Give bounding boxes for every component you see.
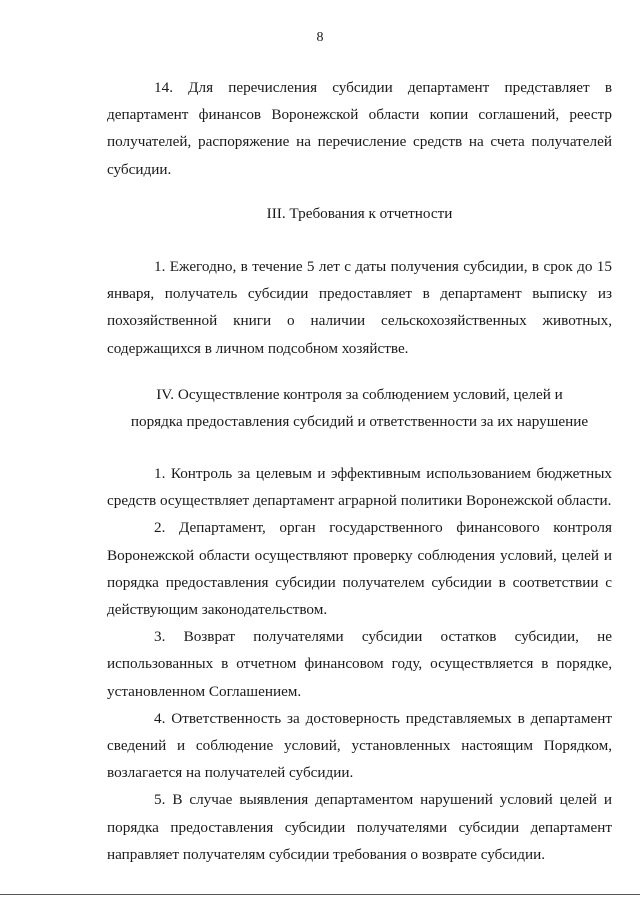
section-top [107, 74, 612, 183]
section-4-paragraph-1: 1. Контроль за целевым и эффективным использованием бюджетных средств осуществляет департамент аграрной политики Воронежской области. [107, 465, 612, 510]
section-4-paragraph-5: 5. В случае выявления департаментом нарушений условий целей и порядка предоставления субсидии получателями субсидии департамент направляет получателям субсидии требования о возврате субсидии. [107, 791, 612, 863]
section-3-heading-block [107, 200, 612, 227]
section-4-paragraph-4: 4. Ответственность за достоверность представляемых в департамент сведений и соблюдение условий, установленных настоящим Порядком, возлагается на получателей субсидии. [107, 709, 612, 782]
section-4-heading-line-1: IV. Осуществление контроля за соблюдением условий, целей и [156, 386, 563, 403]
paragraph-14: 14. Для перечисления субсидии департамент представляет в департамент финансов Воронежской области копии соглашений, реестр получателей, распоряжение на перечисление средств на счета получателей субсидии. [107, 79, 612, 178]
section-4-paragraph-3: 3. Возврат получателями субсидии остатков субсидии, не использованных в отчетном финансовом году, осуществляется в порядке, установленном Соглашением. [107, 628, 612, 700]
section-4-heading-block [107, 381, 612, 435]
page-number: 8 [316, 30, 324, 45]
bottom-rule [0, 894, 640, 895]
section-4-paragraph-2: 2. Департамент, орган государственного финансового контроля Воронежской области осуществляют проверку соблюдения условий, целей и порядка предоставления субсидии получателем субсидии в соответствии с действующим законодательством. [107, 519, 612, 619]
section-3-body [107, 253, 612, 362]
section-3-paragraph-1: 1. Ежегодно, в течение 5 лет с даты получения субсидии, в срок до 15 января, получатель субсидии предоставляет в департамент выписку из похозяйственной книги о наличии сельскохозяйственных животных, содержащихся в личном подсобном хозяйстве. [107, 258, 612, 357]
section-4-body [107, 460, 612, 868]
section-3-heading: III. Требования к отчетности [266, 205, 453, 222]
section-4-heading-line-2: порядка предоставления субсидий и ответственности за их нарушение [130, 413, 589, 431]
